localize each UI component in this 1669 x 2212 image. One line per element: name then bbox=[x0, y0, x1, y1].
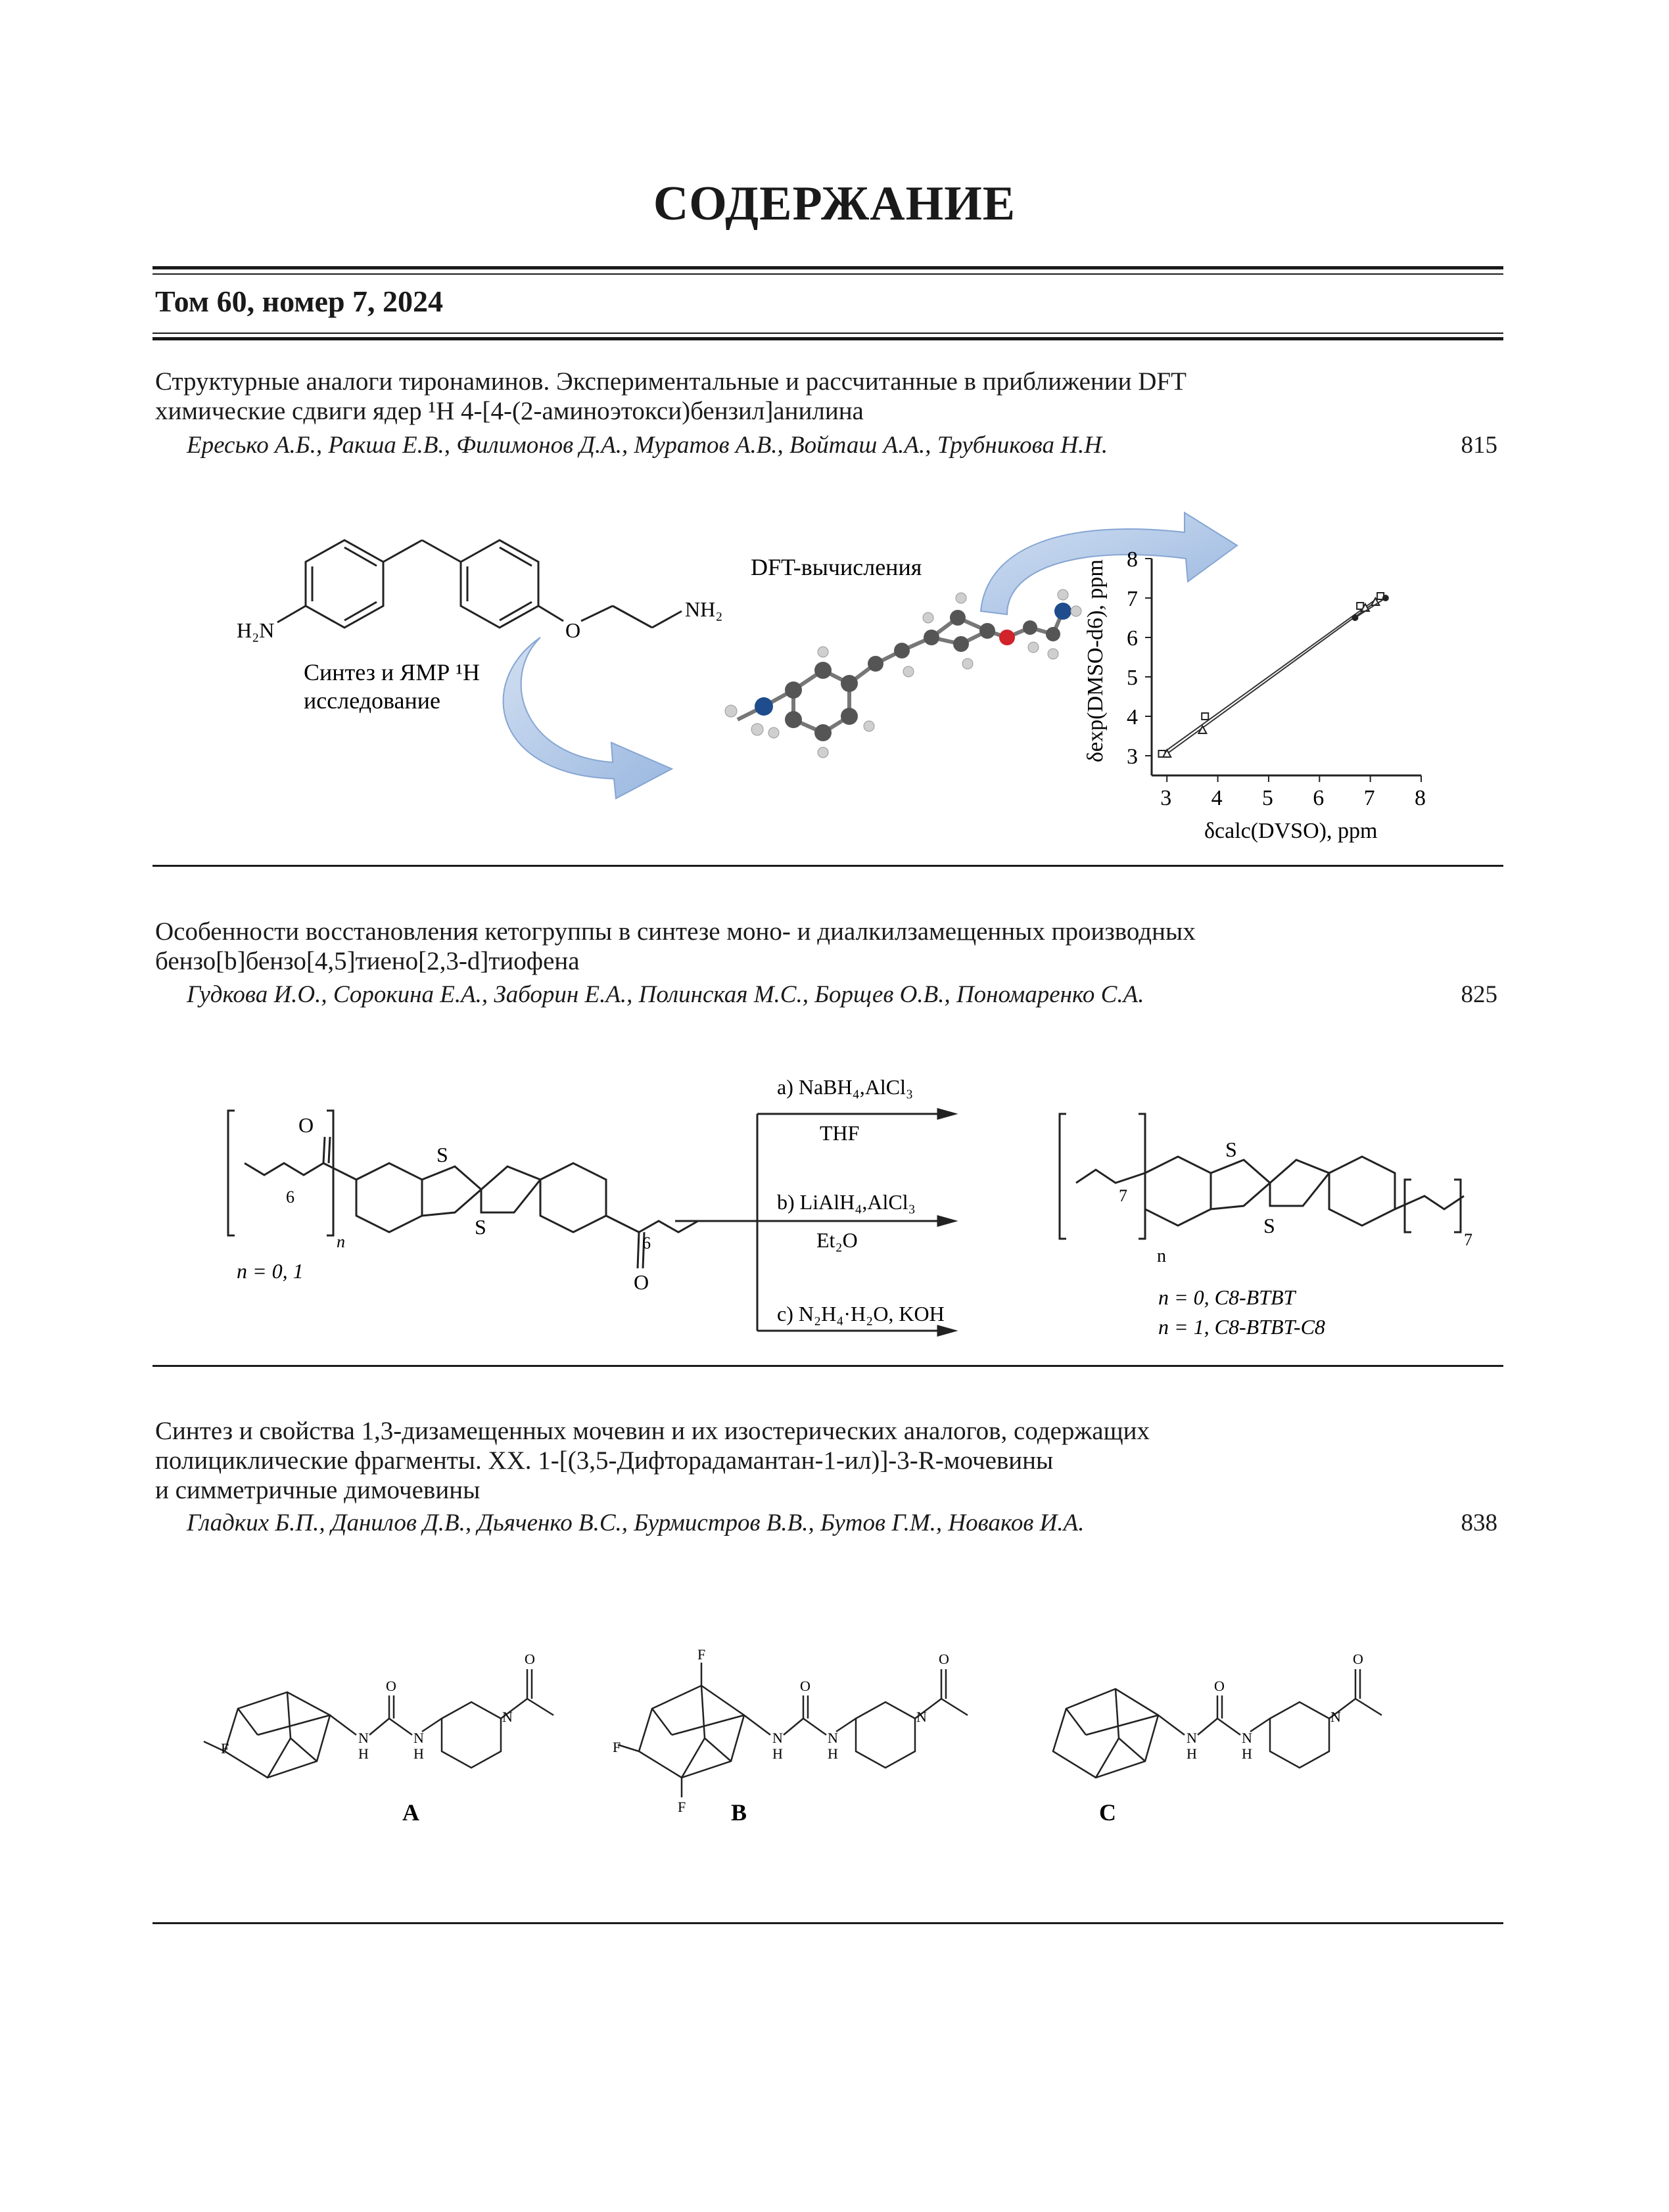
article-2-page[interactable]: 825 bbox=[1461, 981, 1497, 1008]
n-values: n = 0, 1 bbox=[237, 1259, 304, 1283]
reagent-a: a) NaBH₄,AlCl₃ bbox=[777, 1075, 914, 1099]
curved-arrow-2-icon bbox=[981, 513, 1237, 614]
curved-arrow-1-icon bbox=[504, 637, 672, 798]
sub-6-left: 6 bbox=[286, 1187, 294, 1207]
compound-c-atom-o2: O bbox=[1353, 1651, 1363, 1667]
compound-a-atom-f: F bbox=[221, 1740, 229, 1757]
header-rule-top-thin bbox=[153, 273, 1503, 275]
sub-7-left: 7 bbox=[1119, 1186, 1127, 1205]
compound-a-atom-n2: N bbox=[413, 1730, 424, 1746]
sub-6-right: 6 bbox=[642, 1233, 651, 1253]
page-title: СОДЕРЖАНИЕ bbox=[653, 177, 1016, 231]
compound-a-structure bbox=[204, 1669, 553, 1778]
article-3-graphical-abstract bbox=[153, 1623, 1507, 1925]
compound-a-atom-o1: O bbox=[386, 1678, 396, 1694]
compound-b-atom-f3: F bbox=[678, 1799, 686, 1815]
atom-o: O bbox=[565, 618, 581, 642]
compound-a-atom-n1: N bbox=[358, 1730, 369, 1746]
chart-x-tick-label: 7 bbox=[1363, 786, 1375, 810]
article-3-separator bbox=[153, 1922, 1503, 1924]
product-label-1: n = 0, C8-BTBT bbox=[1158, 1285, 1296, 1309]
atom-s-3: S bbox=[1225, 1138, 1237, 1161]
chart-point bbox=[1382, 595, 1389, 601]
chart-series-1-line bbox=[1167, 602, 1375, 754]
compound-b-label: B bbox=[731, 1799, 747, 1826]
hydrogen-atoms bbox=[725, 589, 1081, 758]
chart-y-tick-label: 5 bbox=[1127, 666, 1138, 690]
article-3-authors: Гладких Б.П., Данилов Д.В., Дьяченко В.С., Бурмистров В.В., Бутов Г.М., Новаков И.А. bbox=[187, 1509, 1085, 1536]
chart-y-tick-label: 6 bbox=[1127, 626, 1138, 651]
article-3-title-line2: полициклические фрагменты. XX. 1-[(3,5-Дифторадамантан-1-ил)]-3-R-мочевины bbox=[155, 1446, 1054, 1475]
atom-nh2: NH₂ bbox=[685, 597, 723, 621]
article-3-page[interactable]: 838 bbox=[1461, 1509, 1497, 1536]
chart-x-tick-label: 5 bbox=[1261, 786, 1273, 810]
chart-point bbox=[1352, 614, 1358, 621]
compound-a-atom-n3: N bbox=[502, 1709, 513, 1725]
compound-b-atom-h1: H bbox=[772, 1745, 783, 1762]
article-1-title-line2: химические сдвиги ядер ¹H 4-[4-(2-аминоэтокси)бензил]анилина bbox=[155, 397, 864, 425]
synthesis-label-1: Синтез и ЯМР ¹H bbox=[304, 659, 481, 685]
compound-b-atom-o1: O bbox=[800, 1678, 811, 1694]
reagent-b: b) LiAlH₄,AlCl₃ bbox=[777, 1190, 916, 1214]
compound-a-atom-h2: H bbox=[413, 1745, 424, 1762]
compound-c-atom-n2: N bbox=[1242, 1730, 1252, 1746]
article-3-title-line1: Синтез и свойства 1,3-дизамещенных мочевин и их изостерических аналогов, содержащих bbox=[155, 1417, 1150, 1445]
compound-a-label: A bbox=[402, 1799, 419, 1826]
article-2-separator bbox=[153, 1365, 1503, 1367]
compound-b-atom-o2: O bbox=[939, 1651, 949, 1667]
header-rule-bottom bbox=[153, 337, 1503, 340]
compound-c-atom-h2: H bbox=[1242, 1745, 1252, 1762]
article-2-title-line1: Особенности восстановления кетогруппы в синтезе моно- и диалкилзамещенных производных bbox=[155, 917, 1196, 946]
compound-b-structure bbox=[618, 1663, 968, 1797]
sub-7-right: 7 bbox=[1464, 1230, 1472, 1249]
compound-b-atom-h2: H bbox=[828, 1745, 838, 1762]
chart bbox=[1083, 547, 1426, 843]
chart-point bbox=[1202, 713, 1208, 720]
reagent-c: c) N₂H₄·H₂O, KOH bbox=[777, 1302, 945, 1325]
compound-b-atom-n3: N bbox=[916, 1709, 927, 1725]
article-1-graphical-abstract bbox=[153, 506, 1507, 861]
atom-o-ketone-2: O bbox=[634, 1270, 649, 1294]
chart-x-tick-label: 3 bbox=[1160, 786, 1172, 810]
sub-n-right: n bbox=[1157, 1246, 1166, 1266]
sub-n-left: n bbox=[337, 1232, 345, 1251]
compound-c-atom-n3: N bbox=[1330, 1709, 1341, 1725]
synthesis-label-2: исследование bbox=[304, 687, 441, 714]
atom-s-4: S bbox=[1263, 1214, 1275, 1237]
article-3-title[interactable] bbox=[155, 1416, 1404, 1505]
compound-b-atom-n1: N bbox=[772, 1730, 783, 1746]
dft-label: DFT-вычисления bbox=[751, 554, 922, 580]
article-2-authors: Гудкова И.О., Сорокина Е.А., Заборин Е.А., Полинская М.С., Борщев О.В., Пономаренко С.А. bbox=[187, 981, 1144, 1008]
compound-b-atom-f1: F bbox=[697, 1646, 706, 1663]
compound-c-atom-o1: O bbox=[1214, 1678, 1225, 1694]
article-2-graphical-abstract bbox=[153, 1051, 1507, 1354]
article-2-title-line2: бензо[b]бензо[4,5]тиено[2,3-d]тиофена bbox=[155, 947, 580, 975]
product-structure bbox=[1060, 1114, 1464, 1239]
issue-heading: Том 60, номер 7, 2024 bbox=[155, 285, 444, 318]
ball-and-stick-model bbox=[738, 611, 1063, 733]
compound-b-atom-n2: N bbox=[828, 1730, 838, 1746]
chart-y-tick-label: 8 bbox=[1127, 547, 1138, 572]
chart-y-tick-label: 7 bbox=[1127, 587, 1138, 611]
chart-x-tick-label: 6 bbox=[1313, 786, 1325, 810]
article-1-title[interactable] bbox=[155, 367, 1404, 426]
chart-x-tick-label: 8 bbox=[1415, 786, 1426, 810]
chart-series-0-line bbox=[1162, 596, 1380, 754]
compound-c-atom-n1: N bbox=[1187, 1730, 1197, 1746]
product-label-2: n = 1, C8-BTBT-C8 bbox=[1158, 1315, 1325, 1339]
article-1-title-line1: Структурные аналоги тиронаминов. Экспериментальные и рассчитанные в приближении DFT bbox=[155, 367, 1187, 396]
compound-a-atom-o2: O bbox=[525, 1651, 535, 1667]
atom-o-ketone-1: O bbox=[298, 1113, 314, 1137]
compound-a-atom-h1: H bbox=[358, 1745, 369, 1762]
atom-s-2: S bbox=[475, 1215, 486, 1239]
solvent-a: THF bbox=[820, 1121, 860, 1145]
atom-s-1: S bbox=[436, 1143, 448, 1166]
chart-y-tick-label: 3 bbox=[1127, 745, 1138, 769]
solvent-b: Et₂O bbox=[816, 1228, 858, 1252]
thyronamine-structure bbox=[277, 540, 682, 628]
compound-c-label: C bbox=[1099, 1799, 1116, 1826]
compound-b-atom-f2: F bbox=[613, 1739, 621, 1755]
chart-x-label: δcalc(DVSO), ppm bbox=[1204, 819, 1378, 843]
compound-c-atom-h1: H bbox=[1187, 1745, 1197, 1762]
article-1-authors: Ересько А.Б., Ракша Е.В., Филимонов Д.А., Муратов А.В., Войташ А.А., Трубникова Н.Н. bbox=[187, 432, 1108, 459]
article-3-title-line3: и симметричные димочевины bbox=[155, 1476, 481, 1504]
chart-y-tick-label: 4 bbox=[1127, 705, 1138, 729]
article-2-title[interactable] bbox=[155, 917, 1404, 976]
article-1-separator bbox=[153, 865, 1503, 867]
atom-h2n: H₂N bbox=[237, 618, 275, 642]
header-rule-bottom-thin bbox=[153, 333, 1503, 334]
chart-y-label: δexp(DMSO-d6), ppm bbox=[1083, 559, 1108, 762]
chart-x-tick-label: 4 bbox=[1211, 786, 1223, 810]
header-rule-top bbox=[153, 266, 1503, 269]
article-1-page[interactable]: 815 bbox=[1461, 432, 1497, 459]
